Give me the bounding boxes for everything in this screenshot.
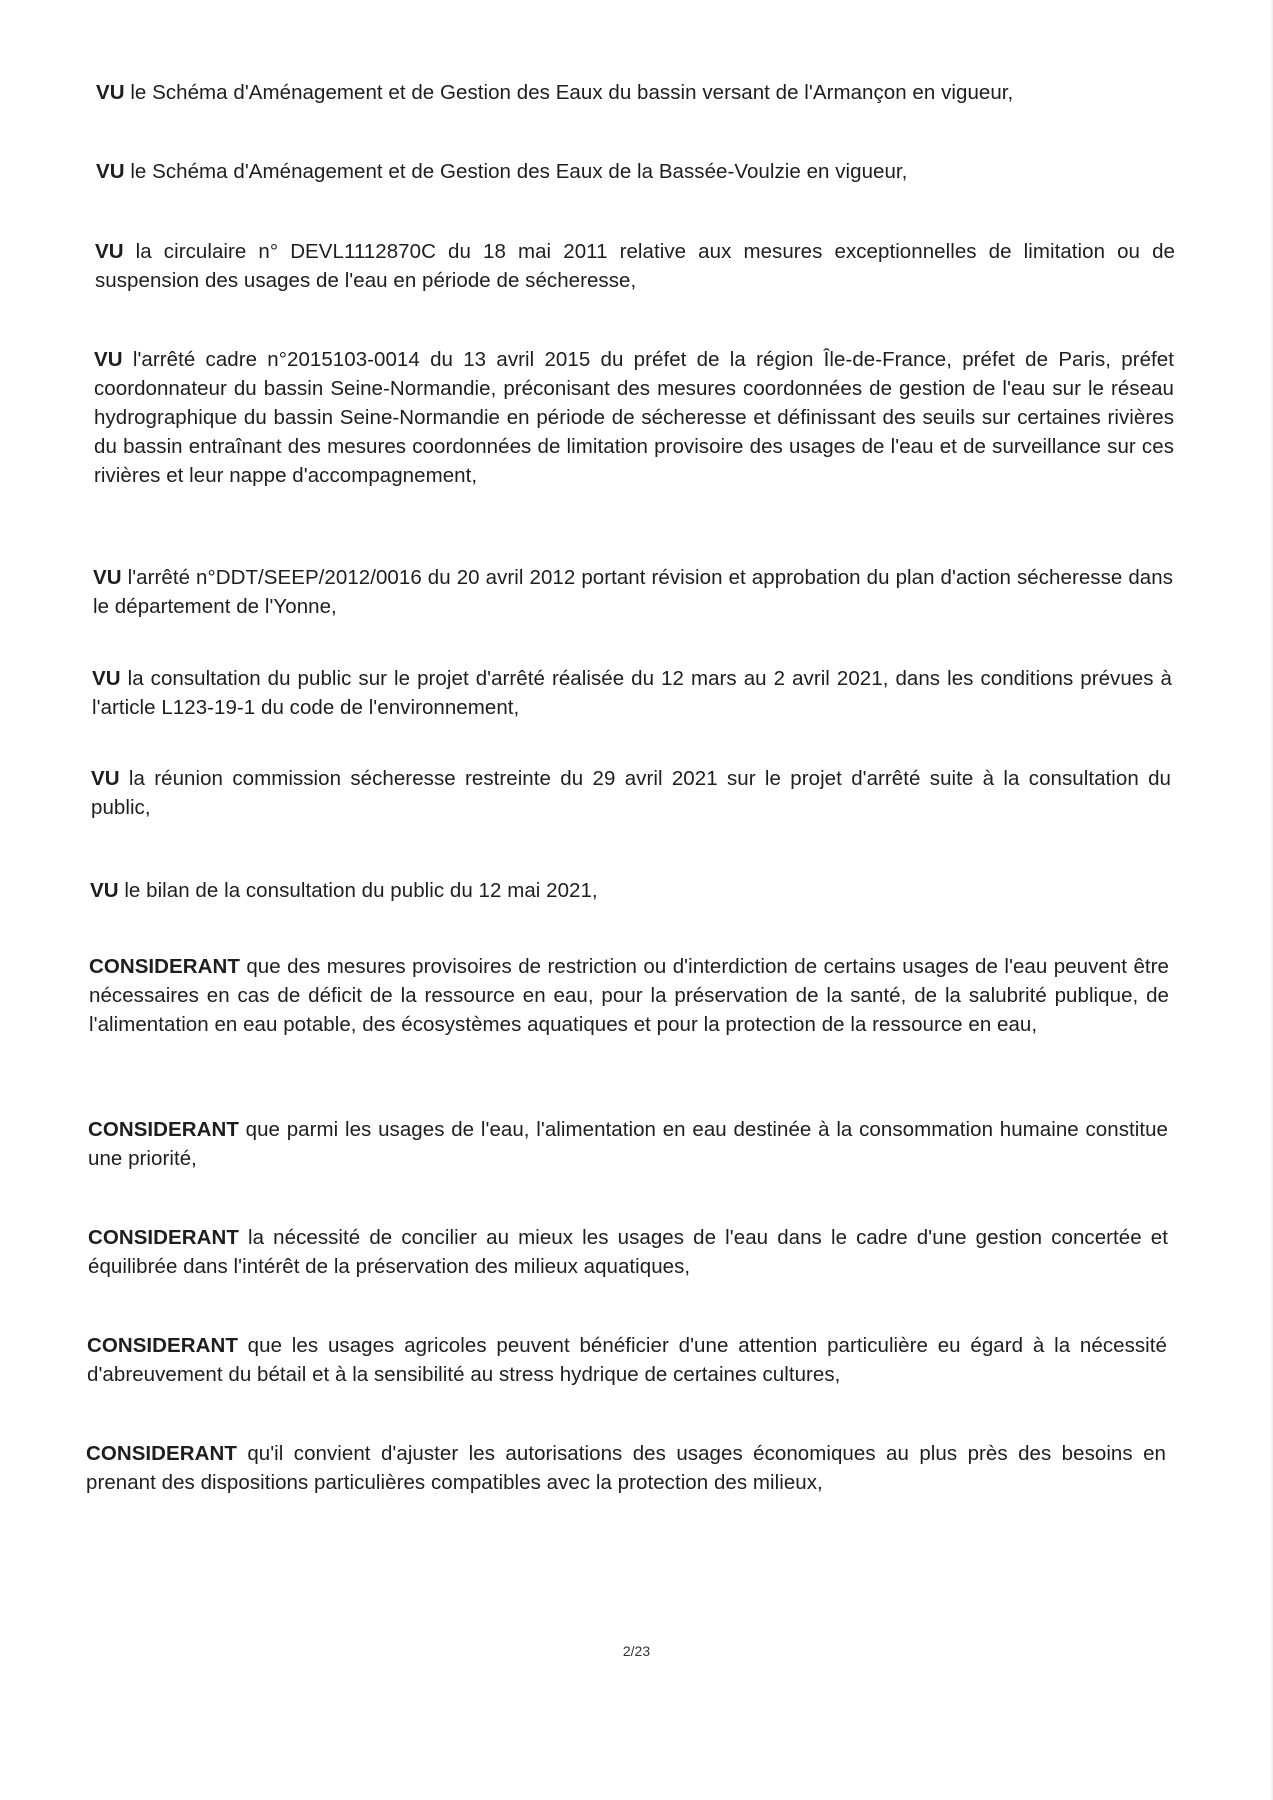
paragraph-keyword: VU <box>93 566 122 589</box>
paragraph-vu-sage-armancon <box>96 78 1174 107</box>
paragraph-keyword: CONSIDERANT <box>88 1118 239 1141</box>
paragraph-text: l'arrêté n°DDT/SEEP/2012/0016 du 20 avril 2012 portant révision et approbation du plan d'action sécheresse dans le département de l'Yonne, <box>93 566 1174 618</box>
paragraph-keyword: VU <box>92 667 121 690</box>
page-number: 2/23 <box>622 1643 651 1659</box>
paragraph-text: l'arrêté cadre n°2015103-0014 du 13 avril 2015 du préfet de la région Île-de-France, préfet de Paris, préfet coordonnateur du bassin Seine-Normandie, préconisant des mesures coordonnées de gestion de l'eau sur le réseau hydrographique du bassin Seine-Normandie en période de sécheresse et définissant des seuils sur certaines rivières du bassin entraînant des mesures coordonnées de limitation provisoire des usages de l'eau et de surveillance sur ces rivières et leur nappe d'accompagnement, <box>94 348 1174 487</box>
paragraph-text: la consultation du public sur le projet d'arrêté réalisée du 12 mars au 2 avril 2021, dans les conditions prévues à l'article L123-19-1 du code de l'environnement, <box>92 667 1173 719</box>
paragraph-considerant-priorite <box>88 1115 1168 1173</box>
paragraph-text: la circulaire n° DEVL1112870C du 18 mai 2011 relative aux mesures exceptionnelles de limitation ou de suspension des usages de l'eau en période de sécheresse, <box>95 240 1175 292</box>
paragraph-text: la réunion commission sécheresse restreinte du 29 avril 2021 sur le projet d'arrêté suite à la consultation du public, <box>91 767 1171 819</box>
paragraph-vu-circulaire <box>95 237 1175 295</box>
paragraph-vu-arrete-ddt <box>93 563 1173 621</box>
paragraph-considerant-agricoles <box>87 1331 1167 1389</box>
paragraph-text: que des mesures provisoires de restriction ou d'interdiction de certains usages de l'eau peuvent être nécessaires en cas de déficit de la ressource en eau, pour la préservation de la santé, de la salubrité publique, de l'alimentation en eau potable, des écosystèmes aquatiques et pour la protection de la ressource en eau, <box>89 955 1169 1036</box>
paragraph-text: qu'il convient d'ajuster les autorisations des usages économiques au plus près des besoins en prenant des dispositions particulières compatibles avec la protection des milieux, <box>86 1442 1166 1494</box>
paragraph-keyword: CONSIDERANT <box>88 1226 239 1249</box>
paragraph-keyword: CONSIDERANT <box>89 955 240 978</box>
paragraph-vu-reunion <box>91 764 1171 822</box>
paragraph-keyword: CONSIDERANT <box>87 1334 238 1357</box>
paragraph-text: que parmi les usages de l'eau, l'alimentation en eau destinée à la consommation humaine constitue une priorité, <box>88 1118 1168 1170</box>
paragraph-text: le Schéma d'Aménagement et de Gestion des Eaux du bassin versant de l'Armançon en vigueur, <box>130 81 1014 104</box>
paragraph-vu-consultation <box>92 664 1172 722</box>
paragraph-text: le bilan de la consultation du public du 12 mai 2021, <box>124 879 598 902</box>
paragraph-keyword: VU <box>91 767 120 790</box>
paragraph-vu-arrete-cadre <box>94 345 1174 490</box>
paragraph-keyword: VU <box>90 879 119 902</box>
paragraph-vu-sage-bassee-voulzie <box>96 157 1174 186</box>
paragraph-text: le Schéma d'Aménagement et de Gestion des Eaux de la Bassée-Voulzie en vigueur, <box>130 160 908 183</box>
paragraph-text: que les usages agricoles peuvent bénéficier d'une attention particulière eu égard à la nécessité d'abreuvement du bétail et à la sensibilité au stress hydrique de certaines cultures, <box>87 1334 1167 1386</box>
paragraph-keyword: VU <box>96 160 125 183</box>
paragraph-keyword: VU <box>94 348 123 371</box>
paragraph-keyword: CONSIDERANT <box>86 1442 237 1465</box>
paragraph-vu-bilan <box>90 876 1170 905</box>
paragraph-considerant-economiques <box>86 1439 1166 1497</box>
paragraph-considerant-mesures <box>89 952 1169 1039</box>
paragraph-text: la nécessité de concilier au mieux les usages de l'eau dans le cadre d'une gestion concertée et équilibrée dans l'intérêt de la préservation des milieux aquatiques, <box>88 1226 1169 1278</box>
paragraph-considerant-concilier <box>88 1223 1168 1281</box>
paragraph-keyword: VU <box>95 240 124 263</box>
paragraph-keyword: VU <box>96 81 125 104</box>
